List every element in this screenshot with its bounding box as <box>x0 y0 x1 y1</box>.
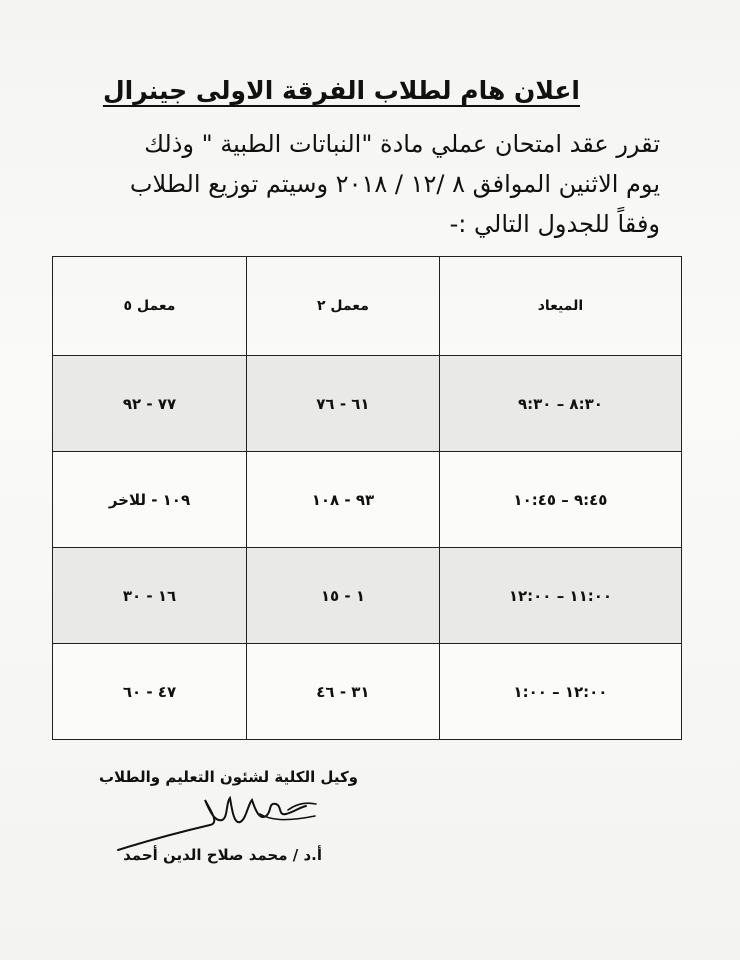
announcement-body <box>70 124 660 244</box>
header-lab-2: معمل ٢ <box>246 257 439 356</box>
signatory-title: وكيل الكلية لشئون التعليم والطلاب <box>98 768 358 786</box>
time-cell: ١١:٠٠ – ١٢:٠٠ <box>439 548 681 644</box>
table-row <box>53 644 682 740</box>
announcement-title: اعلان هام لطلاب الفرقة الاولى جينرال <box>102 76 580 105</box>
intro-line: تقرر عقد امتحان عملي مادة "النباتات الطبية " وذلك <box>144 130 660 158</box>
lab-5-cell: ١٦ - ٣٠ <box>53 548 247 644</box>
table-row <box>53 452 682 548</box>
lab-2-cell: ٩٣ - ١٠٨ <box>246 452 439 548</box>
table-row <box>53 356 682 452</box>
schedule-table <box>52 256 682 740</box>
lab-2-cell: ٦١ - ٧٦ <box>246 356 439 452</box>
lab-2-cell: ٣١ - ٤٦ <box>246 644 439 740</box>
intro-line: يوم الاثنين الموافق ٨ /١٢ / ٢٠١٨ وسيتم توزيع الطلاب <box>129 170 660 198</box>
lab-5-cell: ١٠٩ - للاخر <box>53 452 247 548</box>
time-cell: ١٢:٠٠ – ١:٠٠ <box>439 644 681 740</box>
intro-line: وفقاً للجدول التالي :- <box>449 210 660 238</box>
header-lab-5: معمل ٥ <box>53 257 247 356</box>
time-cell: ٩:٤٥ – ١٠:٤٥ <box>439 452 681 548</box>
lab-2-cell: ١ - ١٥ <box>246 548 439 644</box>
header-time: الميعاد <box>439 257 681 356</box>
lab-5-cell: ٧٧ - ٩٢ <box>53 356 247 452</box>
lab-5-cell: ٤٧ - ٦٠ <box>53 644 247 740</box>
table-row <box>53 548 682 644</box>
time-cell: ٨:٣٠ – ٩:٣٠ <box>439 356 681 452</box>
table-header-row <box>53 257 682 356</box>
signatory-name: أ.د / محمد صلاح الدين أحمد <box>123 846 322 864</box>
